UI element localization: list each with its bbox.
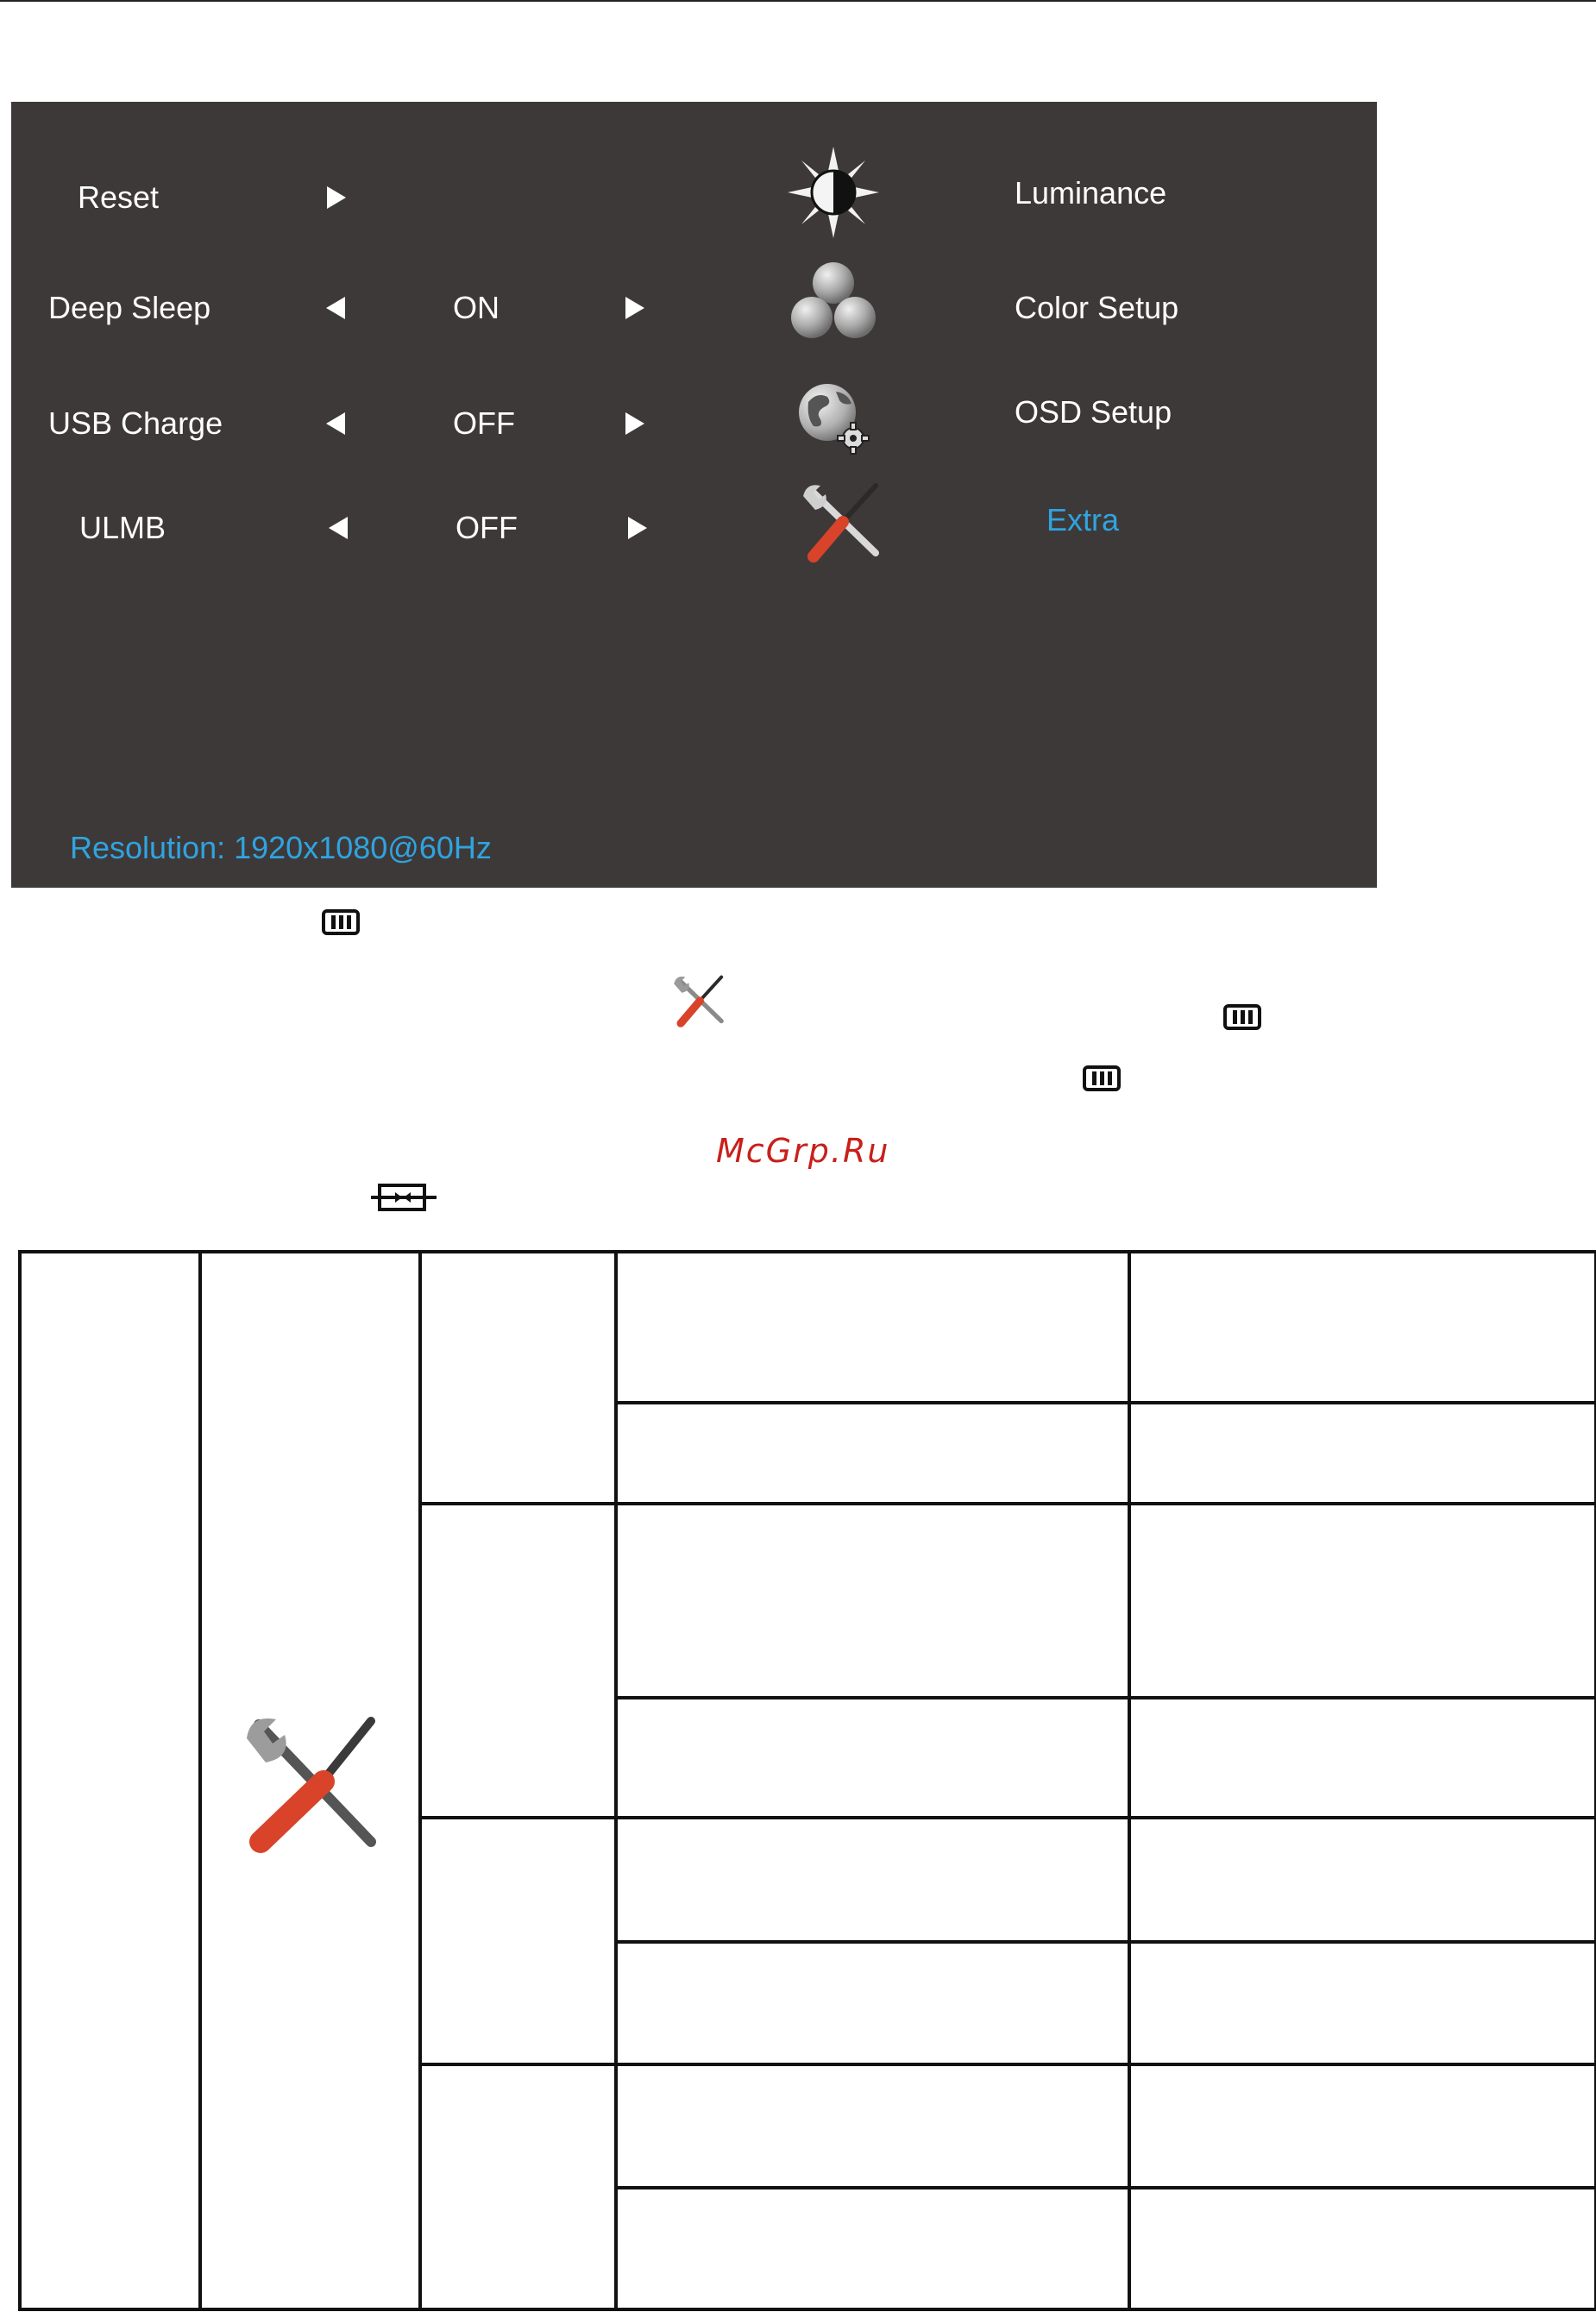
row-label: USB Charge [48, 405, 223, 441]
menu-item-luminance[interactable]: Luminance [1015, 175, 1167, 210]
row-value: ON [453, 290, 500, 325]
row-value: OFF [456, 510, 518, 545]
row-label: Reset [78, 179, 160, 215]
row-label: ULMB [79, 510, 167, 545]
resolution-status: Resolution: 1920x1080@60Hz [70, 830, 492, 865]
watermark: McGrp.Ru [716, 1132, 890, 1170]
menu-item-extra[interactable]: Extra [1046, 502, 1120, 537]
row-value: OFF [453, 405, 515, 441]
menu-item-osd-setup[interactable]: OSD Setup [1015, 394, 1172, 430]
menu-item-color-setup[interactable]: Color Setup [1015, 290, 1179, 325]
row-label: Deep Sleep [48, 290, 211, 325]
table-border [20, 1252, 1596, 2309]
tools-icon [247, 1718, 371, 1842]
